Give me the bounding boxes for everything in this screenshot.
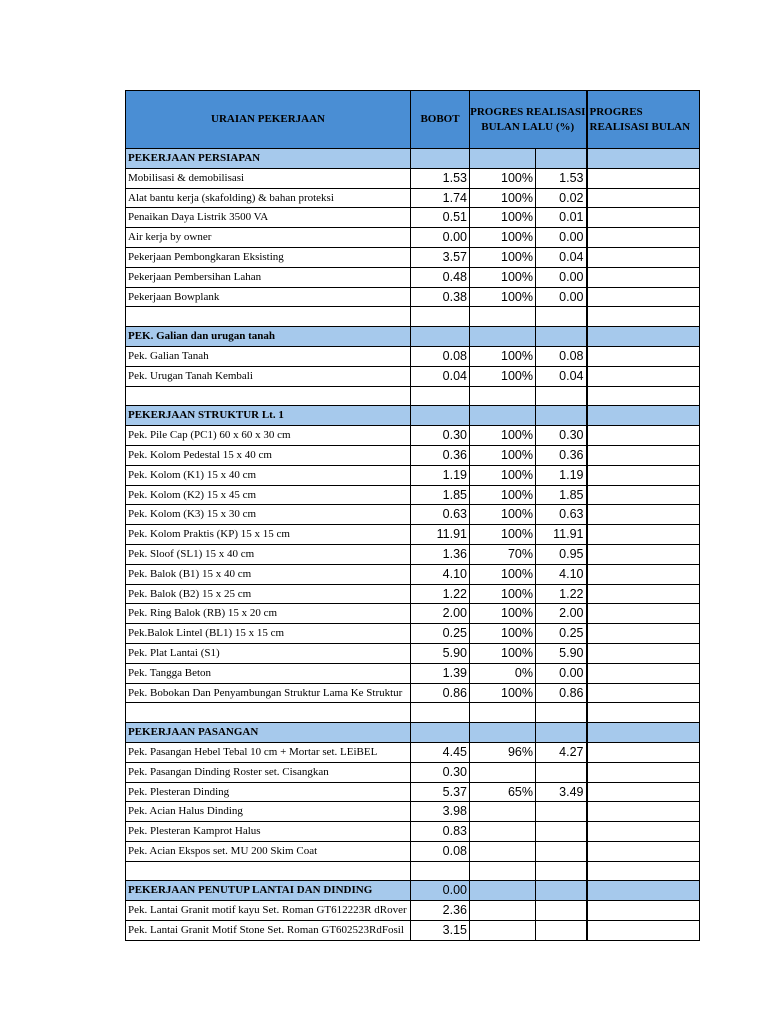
- progres-ini-cell[interactable]: [587, 208, 700, 228]
- bobot-cell[interactable]: 0.25: [411, 624, 470, 644]
- progres-ini-cell[interactable]: [587, 802, 700, 822]
- header-progres-ini: PROGRES REALISASI BULAN: [587, 91, 700, 149]
- uraian-cell[interactable]: Pek. Kolom (K2) 15 x 45 cm: [126, 485, 411, 505]
- progres-lalu-pct-cell[interactable]: 100%: [470, 168, 536, 188]
- uraian-cell[interactable]: Pek. Ring Balok (RB) 15 x 20 cm: [126, 604, 411, 624]
- progres-lalu-pct-cell[interactable]: 96%: [470, 742, 536, 762]
- bobot-cell[interactable]: 0.00: [411, 881, 470, 901]
- uraian-cell[interactable]: Pek. Lantai Granit Motif Stone Set. Roman GT602523RdFosil: [126, 921, 411, 941]
- uraian-cell[interactable]: Pek. Kolom Praktis (KP) 15 x 15 cm: [126, 525, 411, 545]
- table-row: [126, 485, 700, 505]
- bobot-cell[interactable]: [411, 723, 470, 743]
- progres-lalu-value-cell[interactable]: 0.02: [536, 188, 587, 208]
- uraian-cell[interactable]: Pek. Sloof (SL1) 15 x 40 cm: [126, 544, 411, 564]
- uraian-cell[interactable]: Pek. Acian Ekspos set. MU 200 Skim Coat: [126, 841, 411, 861]
- progres-ini-cell[interactable]: [587, 901, 700, 921]
- progres-ini-cell[interactable]: [587, 861, 700, 881]
- progres-lalu-value-cell[interactable]: 4.27: [536, 742, 587, 762]
- progres-lalu-value-cell[interactable]: [536, 861, 587, 881]
- table-row: [126, 822, 700, 842]
- progres-ini-cell[interactable]: [587, 327, 700, 347]
- section-row: [126, 406, 700, 426]
- blank-row: [126, 386, 700, 406]
- uraian-cell[interactable]: [126, 861, 411, 881]
- uraian-cell[interactable]: Pek. Acian Halus Dinding: [126, 802, 411, 822]
- uraian-cell[interactable]: Pek. Pile Cap (PC1) 60 x 60 x 30 cm: [126, 426, 411, 446]
- progres-lalu-value-cell[interactable]: 0.86: [536, 683, 587, 703]
- table-row: [126, 663, 700, 683]
- progres-lalu-value-cell[interactable]: [536, 327, 587, 347]
- progres-lalu-value-cell[interactable]: 1.53: [536, 168, 587, 188]
- progres-ini-cell[interactable]: [587, 564, 700, 584]
- progres-ini-cell[interactable]: [587, 149, 700, 169]
- header-uraian: URAIAN PEKERJAAN: [126, 91, 411, 149]
- uraian-cell[interactable]: [126, 307, 411, 327]
- table-row: [126, 228, 700, 248]
- table-row: [126, 525, 700, 545]
- progres-lalu-pct-cell[interactable]: [470, 901, 536, 921]
- bobot-cell[interactable]: 0.83: [411, 822, 470, 842]
- bobot-cell[interactable]: 3.15: [411, 921, 470, 941]
- progres-lalu-value-cell[interactable]: 1.85: [536, 485, 587, 505]
- progres-lalu-pct-cell[interactable]: 100%: [470, 247, 536, 267]
- table-row: [126, 762, 700, 782]
- uraian-cell[interactable]: Pekerjaan Pembongkaran Eksisting: [126, 247, 411, 267]
- uraian-cell[interactable]: Pek. Urugan Tanah Kembali: [126, 366, 411, 386]
- progres-ini-cell[interactable]: [587, 426, 700, 446]
- table-row: [126, 426, 700, 446]
- uraian-cell[interactable]: Pek. Galian Tanah: [126, 346, 411, 366]
- table-row: [126, 544, 700, 564]
- uraian-cell[interactable]: Pekerjaan Pembersihan Lahan: [126, 267, 411, 287]
- uraian-cell[interactable]: Pek. Kolom Pedestal 15 x 40 cm: [126, 445, 411, 465]
- progres-ini-cell[interactable]: [587, 663, 700, 683]
- uraian-cell[interactable]: Pek. Plesteran Kamprot Halus: [126, 822, 411, 842]
- progres-lalu-pct-cell[interactable]: 65%: [470, 782, 536, 802]
- bobot-cell[interactable]: 5.37: [411, 782, 470, 802]
- progres-ini-cell[interactable]: [587, 168, 700, 188]
- progres-lalu-pct-cell[interactable]: 100%: [470, 228, 536, 248]
- uraian-cell[interactable]: PEK. Galian dan urugan tanah: [126, 327, 411, 347]
- uraian-cell[interactable]: Pek. Balok (B2) 15 x 25 cm: [126, 584, 411, 604]
- table-row: [126, 208, 700, 228]
- bobot-cell[interactable]: 1.85: [411, 485, 470, 505]
- uraian-cell[interactable]: Pek. Plesteran Dinding: [126, 782, 411, 802]
- bobot-cell[interactable]: 0.51: [411, 208, 470, 228]
- progres-ini-cell[interactable]: [587, 525, 700, 545]
- table-row: [126, 584, 700, 604]
- blank-row: [126, 703, 700, 723]
- progres-ini-cell[interactable]: [587, 485, 700, 505]
- table-row: [126, 188, 700, 208]
- table-row: [126, 287, 700, 307]
- progres-lalu-value-cell[interactable]: 1.22: [536, 584, 587, 604]
- progres-lalu-pct-cell[interactable]: [470, 703, 536, 723]
- bobot-cell[interactable]: [411, 386, 470, 406]
- header-progres-lalu: PROGRES REALISASI BULAN LALU (%): [470, 91, 587, 149]
- bobot-cell[interactable]: 0.30: [411, 762, 470, 782]
- progres-lalu-pct-cell[interactable]: 100%: [470, 287, 536, 307]
- bobot-cell[interactable]: 0.04: [411, 366, 470, 386]
- progres-lalu-pct-cell[interactable]: 100%: [470, 525, 536, 545]
- table-row: [126, 267, 700, 287]
- table-row: [126, 683, 700, 703]
- section-row: [126, 723, 700, 743]
- table-row: [126, 604, 700, 624]
- bobot-cell[interactable]: 1.53: [411, 168, 470, 188]
- progres-lalu-value-cell[interactable]: [536, 802, 587, 822]
- progres-lalu-value-cell[interactable]: [536, 881, 587, 901]
- progres-lalu-pct-cell[interactable]: 70%: [470, 544, 536, 564]
- section-row: [126, 327, 700, 347]
- table-row: [126, 624, 700, 644]
- bobot-cell[interactable]: 0.38: [411, 287, 470, 307]
- bobot-cell[interactable]: [411, 861, 470, 881]
- progres-lalu-pct-cell[interactable]: 100%: [470, 188, 536, 208]
- uraian-cell[interactable]: PEKERJAAN PENUTUP LANTAI DAN DINDING: [126, 881, 411, 901]
- progres-lalu-value-cell[interactable]: 0.00: [536, 663, 587, 683]
- header-bobot: BOBOT: [411, 91, 470, 149]
- progres-lalu-value-cell[interactable]: 0.00: [536, 267, 587, 287]
- progres-lalu-value-cell[interactable]: 0.63: [536, 505, 587, 525]
- progres-lalu-value-cell[interactable]: 11.91: [536, 525, 587, 545]
- progres-lalu-value-cell[interactable]: 0.01: [536, 208, 587, 228]
- spreadsheet-viewport: [125, 90, 691, 938]
- progres-ini-cell[interactable]: [587, 445, 700, 465]
- blank-row: [126, 861, 700, 881]
- table-row: [126, 921, 700, 941]
- uraian-cell[interactable]: [126, 386, 411, 406]
- uraian-cell[interactable]: Pek. Kolom (K3) 15 x 30 cm: [126, 505, 411, 525]
- progres-lalu-pct-cell[interactable]: 100%: [470, 366, 536, 386]
- progres-lalu-value-cell[interactable]: 0.08: [536, 346, 587, 366]
- progres-ini-cell[interactable]: [587, 742, 700, 762]
- progres-ini-cell[interactable]: [587, 505, 700, 525]
- bobot-cell[interactable]: 4.10: [411, 564, 470, 584]
- uraian-cell[interactable]: PEKERJAAN STRUKTUR Lt. 1: [126, 406, 411, 426]
- table-row: [126, 366, 700, 386]
- progres-lalu-value-cell[interactable]: 0.25: [536, 624, 587, 644]
- progres-ini-cell[interactable]: [587, 188, 700, 208]
- progres-ini-cell[interactable]: [587, 762, 700, 782]
- progres-lalu-pct-cell[interactable]: 100%: [470, 584, 536, 604]
- table-row: [126, 742, 700, 762]
- progres-lalu-pct-cell[interactable]: [470, 406, 536, 426]
- section-row: [126, 149, 700, 169]
- uraian-cell[interactable]: Pek.Balok Lintel (BL1) 15 x 15 cm: [126, 624, 411, 644]
- progres-ini-cell[interactable]: [587, 366, 700, 386]
- progres-lalu-pct-cell[interactable]: 100%: [470, 208, 536, 228]
- table-row: [126, 802, 700, 822]
- progres-ini-cell[interactable]: [587, 822, 700, 842]
- progres-ini-cell[interactable]: [587, 247, 700, 267]
- progres-ini-cell[interactable]: [587, 307, 700, 327]
- bobot-cell[interactable]: 1.22: [411, 584, 470, 604]
- progres-ini-cell[interactable]: [587, 782, 700, 802]
- table-row: [126, 247, 700, 267]
- uraian-cell[interactable]: Pek. Kolom (K1) 15 x 40 cm: [126, 465, 411, 485]
- bobot-cell[interactable]: [411, 327, 470, 347]
- progres-ini-cell[interactable]: [587, 544, 700, 564]
- progres-lalu-pct-cell[interactable]: 100%: [470, 564, 536, 584]
- progres-ini-cell[interactable]: [587, 624, 700, 644]
- progres-lalu-pct-cell[interactable]: [470, 841, 536, 861]
- table-row: [126, 643, 700, 663]
- uraian-cell[interactable]: Pek. Tangga Beton: [126, 663, 411, 683]
- progres-lalu-value-cell[interactable]: 1.19: [536, 465, 587, 485]
- bobot-cell[interactable]: [411, 149, 470, 169]
- progres-lalu-value-cell[interactable]: 3.49: [536, 782, 587, 802]
- progres-lalu-value-cell[interactable]: 0.30: [536, 426, 587, 446]
- progres-lalu-pct-cell[interactable]: 100%: [470, 465, 536, 485]
- progres-lalu-pct-cell[interactable]: 100%: [470, 683, 536, 703]
- progres-ini-cell[interactable]: [587, 921, 700, 941]
- progres-lalu-pct-cell[interactable]: [470, 327, 536, 347]
- progres-lalu-value-cell[interactable]: 0.36: [536, 445, 587, 465]
- uraian-cell[interactable]: Pek. Balok (B1) 15 x 40 cm: [126, 564, 411, 584]
- progres-ini-cell[interactable]: [587, 267, 700, 287]
- progres-lalu-pct-cell[interactable]: 100%: [470, 267, 536, 287]
- progres-lalu-value-cell[interactable]: [536, 762, 587, 782]
- progres-ini-cell[interactable]: [587, 604, 700, 624]
- progres-lalu-pct-cell[interactable]: [470, 762, 536, 782]
- progres-lalu-pct-cell[interactable]: 0%: [470, 663, 536, 683]
- bobot-cell[interactable]: 0.63: [411, 505, 470, 525]
- bobot-cell[interactable]: 0.30: [411, 426, 470, 446]
- uraian-cell[interactable]: Pek. Pasangan Dinding Roster set. Cisangkan: [126, 762, 411, 782]
- progres-lalu-pct-cell[interactable]: [470, 149, 536, 169]
- progres-lalu-pct-cell[interactable]: 100%: [470, 643, 536, 663]
- progres-ini-cell[interactable]: [587, 228, 700, 248]
- progres-lalu-pct-cell[interactable]: [470, 802, 536, 822]
- progres-lalu-value-cell[interactable]: 0.04: [536, 366, 587, 386]
- progres-lalu-pct-cell[interactable]: [470, 723, 536, 743]
- table-row: [126, 168, 700, 188]
- progres-ini-cell[interactable]: [587, 386, 700, 406]
- uraian-cell[interactable]: Pek. Plat Lantai (S1): [126, 643, 411, 663]
- progres-lalu-value-cell[interactable]: [536, 386, 587, 406]
- bobot-cell[interactable]: 4.45: [411, 742, 470, 762]
- uraian-cell[interactable]: Penaikan Daya Listrik 3500 VA: [126, 208, 411, 228]
- progres-lalu-value-cell[interactable]: 0.95: [536, 544, 587, 564]
- progres-lalu-pct-cell[interactable]: 100%: [470, 346, 536, 366]
- uraian-cell[interactable]: Pek. Bobokan Dan Penyambungan Struktur Lama Ke Struktur: [126, 683, 411, 703]
- bobot-cell[interactable]: 0.36: [411, 445, 470, 465]
- progres-lalu-pct-cell[interactable]: 100%: [470, 485, 536, 505]
- progres-ini-cell[interactable]: [587, 703, 700, 723]
- progres-lalu-value-cell[interactable]: [536, 149, 587, 169]
- progres-lalu-pct-cell[interactable]: 100%: [470, 604, 536, 624]
- progres-ini-cell[interactable]: [587, 683, 700, 703]
- progres-lalu-value-cell[interactable]: 2.00: [536, 604, 587, 624]
- progres-lalu-value-cell[interactable]: [536, 703, 587, 723]
- progres-ini-cell[interactable]: [587, 841, 700, 861]
- bobot-cell[interactable]: 0.86: [411, 683, 470, 703]
- bobot-cell[interactable]: 0.08: [411, 346, 470, 366]
- progres-lalu-pct-cell[interactable]: 100%: [470, 445, 536, 465]
- table-row: [126, 445, 700, 465]
- bobot-cell[interactable]: 1.74: [411, 188, 470, 208]
- table-body: [126, 149, 700, 941]
- bobot-cell[interactable]: 11.91: [411, 525, 470, 545]
- progres-lalu-pct-cell[interactable]: [470, 386, 536, 406]
- progres-ini-cell[interactable]: [587, 643, 700, 663]
- progres-lalu-value-cell[interactable]: [536, 901, 587, 921]
- table-row: [126, 465, 700, 485]
- uraian-cell[interactable]: Pek. Pasangan Hebel Tebal 10 cm + Mortar set. LEiBEL: [126, 742, 411, 762]
- bobot-cell[interactable]: 5.90: [411, 643, 470, 663]
- progres-lalu-pct-cell[interactable]: [470, 921, 536, 941]
- bobot-cell[interactable]: 0.48: [411, 267, 470, 287]
- progres-lalu-pct-cell[interactable]: [470, 861, 536, 881]
- progres-lalu-pct-cell[interactable]: [470, 307, 536, 327]
- progress-table: [125, 90, 700, 941]
- progres-lalu-pct-cell[interactable]: [470, 822, 536, 842]
- header-row: [126, 91, 700, 149]
- uraian-cell[interactable]: Pekerjaan Bowplank: [126, 287, 411, 307]
- uraian-cell[interactable]: Pek. Lantai Granit motif kayu Set. Roman GT612223R dRover: [126, 901, 411, 921]
- table-row: [126, 841, 700, 861]
- progres-ini-cell[interactable]: [587, 465, 700, 485]
- bobot-cell[interactable]: 3.57: [411, 247, 470, 267]
- bobot-cell[interactable]: 1.19: [411, 465, 470, 485]
- progres-lalu-value-cell[interactable]: 5.90: [536, 643, 587, 663]
- progres-lalu-value-cell[interactable]: [536, 723, 587, 743]
- progres-lalu-value-cell[interactable]: 4.10: [536, 564, 587, 584]
- bobot-cell[interactable]: 2.36: [411, 901, 470, 921]
- progres-lalu-pct-cell[interactable]: 100%: [470, 624, 536, 644]
- progres-lalu-value-cell[interactable]: [536, 307, 587, 327]
- table-row: [126, 782, 700, 802]
- bobot-cell[interactable]: 0.00: [411, 228, 470, 248]
- blank-row: [126, 307, 700, 327]
- bobot-cell[interactable]: 3.98: [411, 802, 470, 822]
- progres-ini-cell[interactable]: [587, 406, 700, 426]
- progres-lalu-value-cell[interactable]: 0.00: [536, 287, 587, 307]
- uraian-cell[interactable]: PEKERJAAN PASANGAN: [126, 723, 411, 743]
- section-row: [126, 881, 700, 901]
- bobot-cell[interactable]: 0.08: [411, 841, 470, 861]
- progres-lalu-value-cell[interactable]: [536, 921, 587, 941]
- bobot-cell[interactable]: 2.00: [411, 604, 470, 624]
- uraian-cell[interactable]: [126, 703, 411, 723]
- progres-ini-cell[interactable]: [587, 723, 700, 743]
- uraian-cell[interactable]: Alat bantu kerja (skafolding) & bahan proteksi: [126, 188, 411, 208]
- bobot-cell[interactable]: 1.36: [411, 544, 470, 564]
- table-row: [126, 564, 700, 584]
- uraian-cell[interactable]: PEKERJAAN PERSIAPAN: [126, 149, 411, 169]
- progres-ini-cell[interactable]: [587, 584, 700, 604]
- table-row: [126, 505, 700, 525]
- progres-lalu-value-cell[interactable]: [536, 841, 587, 861]
- progres-lalu-pct-cell[interactable]: 100%: [470, 505, 536, 525]
- bobot-cell[interactable]: [411, 703, 470, 723]
- progres-ini-cell[interactable]: [587, 287, 700, 307]
- uraian-cell[interactable]: Air kerja by owner: [126, 228, 411, 248]
- bobot-cell[interactable]: [411, 307, 470, 327]
- progres-lalu-value-cell[interactable]: [536, 406, 587, 426]
- table-row: [126, 346, 700, 366]
- table-row: [126, 901, 700, 921]
- progres-ini-cell[interactable]: [587, 346, 700, 366]
- progres-ini-cell[interactable]: [587, 881, 700, 901]
- bobot-cell[interactable]: 1.39: [411, 663, 470, 683]
- progres-lalu-value-cell[interactable]: [536, 822, 587, 842]
- uraian-cell[interactable]: Mobilisasi & demobilisasi: [126, 168, 411, 188]
- progres-lalu-value-cell[interactable]: 0.04: [536, 247, 587, 267]
- progres-lalu-value-cell[interactable]: 0.00: [536, 228, 587, 248]
- progres-lalu-pct-cell[interactable]: [470, 881, 536, 901]
- bobot-cell[interactable]: [411, 406, 470, 426]
- progres-lalu-pct-cell[interactable]: 100%: [470, 426, 536, 446]
